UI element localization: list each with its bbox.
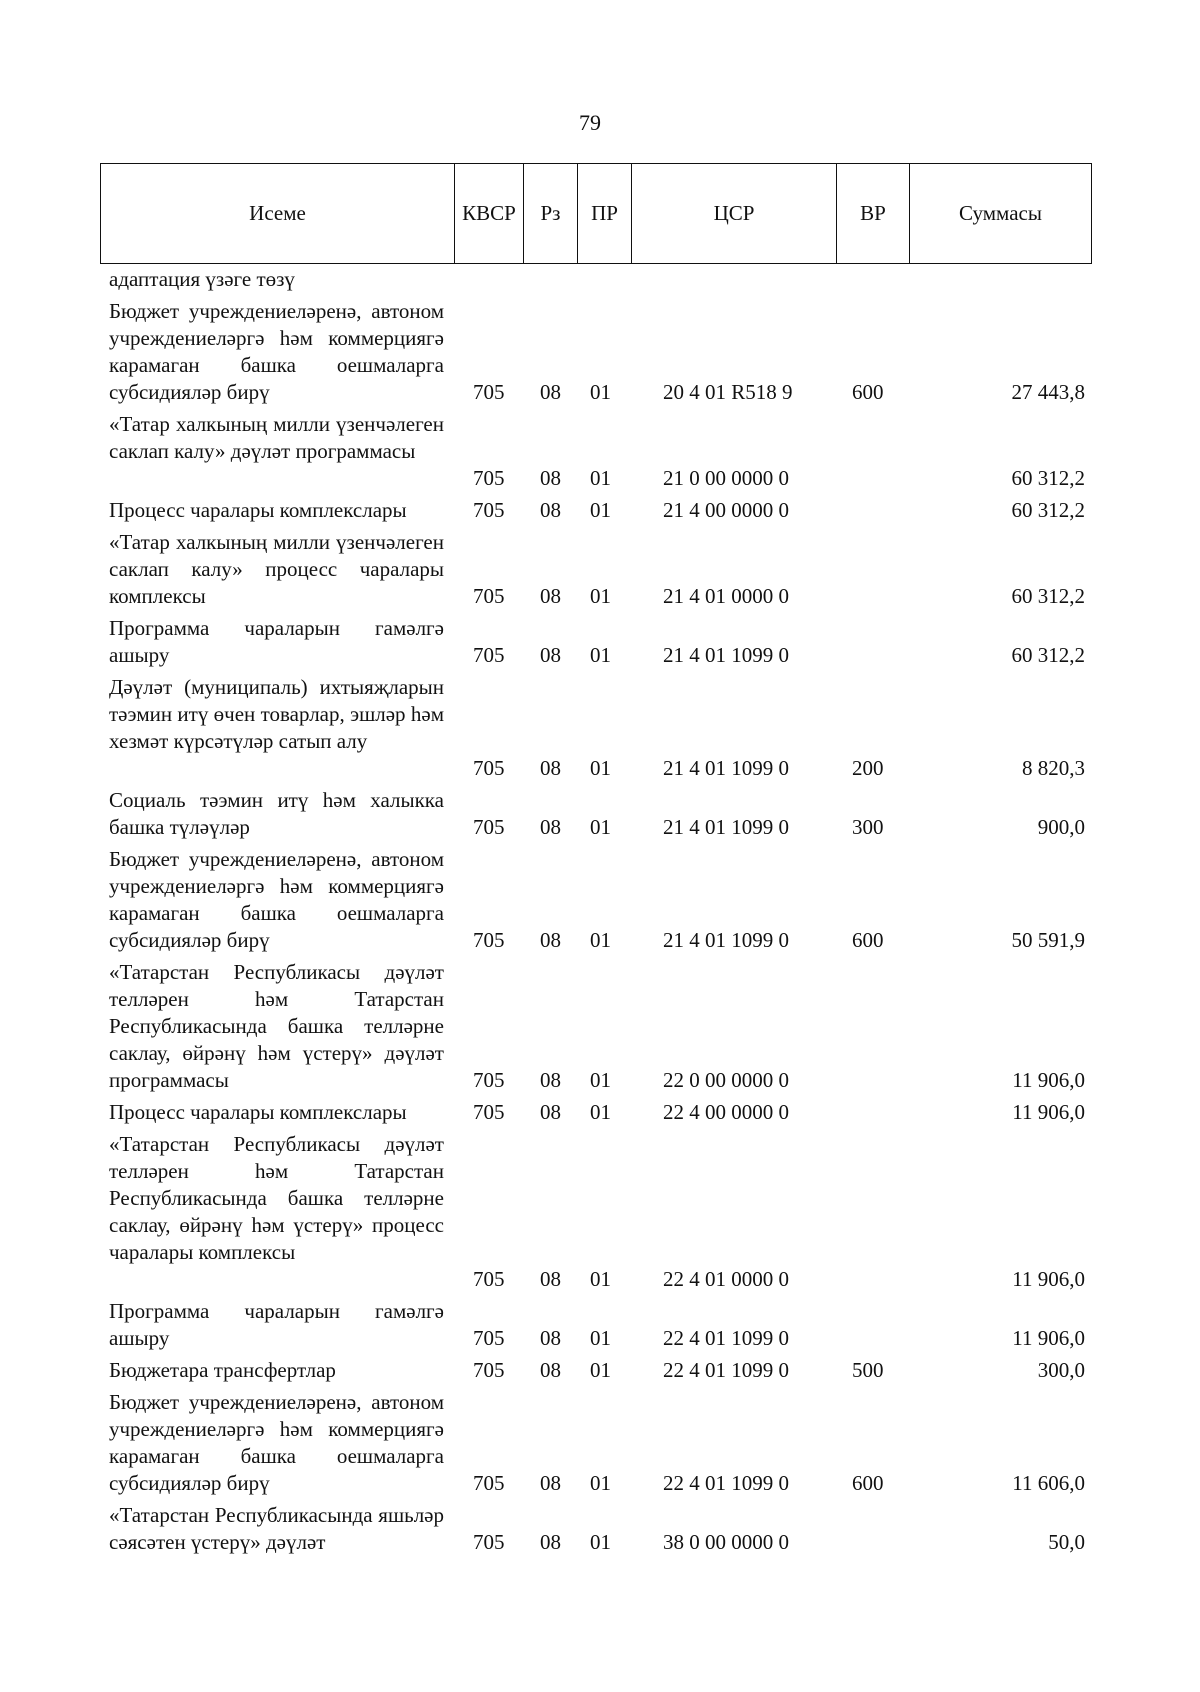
row-name: «Татар халкының милли үзенчәлеген саклап калу» дәүләт программасы [109, 412, 444, 463]
row-kvsr: 705 [473, 643, 505, 667]
table-row [0, 298, 1200, 406]
row-csr: 38 0 00 0000 0 [663, 1530, 789, 1554]
row-name: Программа чараларын гамәлгә ашыру [109, 616, 444, 667]
row-kvsr: 705 [473, 815, 505, 839]
row-rz: 08 [540, 1100, 561, 1124]
row-vr: 300 [852, 815, 884, 839]
row-kvsr: 705 [473, 1358, 505, 1382]
row-rz: 08 [540, 1267, 561, 1291]
row-kvsr: 705 [473, 380, 505, 404]
row-sum: 8 820,3 [1022, 756, 1085, 780]
row-sum: 60 312,2 [1011, 498, 1085, 522]
table-header [100, 163, 1092, 264]
row-sum: 11 906,0 [1012, 1326, 1085, 1350]
row-rz: 08 [540, 1068, 561, 1092]
table-row [0, 846, 1200, 954]
row-csr: 20 4 01 R518 9 [663, 380, 793, 404]
row-csr: 21 4 01 1099 0 [663, 928, 789, 952]
row-rz: 08 [540, 380, 561, 404]
row-csr: 21 4 01 1099 0 [663, 756, 789, 780]
row-name: Бюджетара трансфертлар [109, 1358, 336, 1382]
row-sum: 900,0 [1037, 815, 1085, 839]
row-vr: 200 [852, 756, 884, 780]
row-rz: 08 [540, 1530, 561, 1554]
header-name: Исеме [101, 164, 455, 263]
table-row [0, 1357, 1200, 1384]
row-csr: 22 4 00 0000 0 [663, 1100, 789, 1124]
row-sum: 11 906,0 [1012, 1100, 1085, 1124]
row-sum: 60 312,2 [1011, 584, 1085, 608]
table-row [0, 411, 1200, 492]
row-sum: 50,0 [1048, 1530, 1085, 1554]
row-name: Бюджет учреждениеләренә, автоном учреждениеләргә һәм коммерциягә карамаган башка оешмаларга субсидияләр бирү [109, 299, 444, 404]
table-row [0, 1389, 1200, 1497]
row-kvsr: 705 [473, 1326, 505, 1350]
row-name: Процесс чаралары комплекслары [109, 1100, 407, 1124]
table-row [0, 959, 1200, 1094]
row-name: Бюджет учреждениеләренә, автоном учреждениеләргә һәм коммерциягә карамаган башка оешмаларга субсидияләр бирү [109, 847, 444, 952]
row-rz: 08 [540, 756, 561, 780]
row-vr: 600 [852, 928, 884, 952]
row-name: Социаль тәэмин итү һәм халыкка башка түләүләр [109, 788, 444, 839]
row-vr: 600 [852, 1471, 884, 1495]
row-pr: 01 [590, 928, 611, 952]
row-pr: 01 [590, 756, 611, 780]
row-csr: 22 4 01 1099 0 [663, 1358, 789, 1382]
row-csr: 21 0 00 0000 0 [663, 466, 789, 490]
row-kvsr: 705 [473, 1471, 505, 1495]
header-pr: ПР [578, 164, 632, 263]
row-pr: 01 [590, 584, 611, 608]
row-csr: 21 4 00 0000 0 [663, 498, 789, 522]
table-row [0, 1099, 1200, 1126]
row-pr: 01 [590, 1326, 611, 1350]
page-number: 79 [579, 110, 601, 135]
header-rz: Рз [524, 164, 578, 263]
row-kvsr: 705 [473, 1267, 505, 1291]
row-pr: 01 [590, 380, 611, 404]
header-kvsr: КВСР [455, 164, 524, 263]
row-vr: 500 [852, 1358, 884, 1382]
row-sum: 27 443,8 [1011, 380, 1085, 404]
header-csr: ЦСР [632, 164, 837, 263]
row-rz: 08 [540, 584, 561, 608]
row-name: адаптация үзәге төзү [109, 267, 295, 291]
row-sum: 50 591,9 [1011, 928, 1085, 952]
row-rz: 08 [540, 928, 561, 952]
row-sum: 11 906,0 [1012, 1267, 1085, 1291]
row-kvsr: 705 [473, 498, 505, 522]
row-rz: 08 [540, 643, 561, 667]
row-name: «Татар халкының милли үзенчәлеген саклап калу» процесс чаралары комплексы [109, 530, 444, 608]
row-sum: 11 606,0 [1012, 1471, 1085, 1495]
row-csr: 22 4 01 0000 0 [663, 1267, 789, 1291]
row-sum: 11 906,0 [1012, 1068, 1085, 1092]
table-row [0, 497, 1200, 524]
row-name: Программа чараларын гамәлгә ашыру [109, 1299, 444, 1350]
row-kvsr: 705 [473, 1068, 505, 1092]
row-name: «Татарстан Республикасында яшьләр сәясәтен үстерү» дәүләт [109, 1503, 444, 1554]
row-kvsr: 705 [473, 1100, 505, 1124]
table-row [0, 266, 1200, 293]
header-sum: Суммасы [959, 201, 1042, 225]
row-name: «Татарстан Республикасы дәүләт телләрен һәм Татарстан Республикасында башка телләрне саклау, өйрәнү һәм үстерү» дәүләт программасы [109, 960, 444, 1092]
header-vr: ВР [837, 164, 910, 263]
row-kvsr: 705 [473, 756, 505, 780]
row-rz: 08 [540, 466, 561, 490]
row-csr: 21 4 01 1099 0 [663, 815, 789, 839]
row-pr: 01 [590, 1068, 611, 1092]
table-row [0, 1131, 1200, 1293]
row-pr: 01 [590, 643, 611, 667]
row-name: Бюджет учреждениеләренә, автоном учреждениеләргә һәм коммерциягә карамаган башка оешмаларга субсидияләр бирү [109, 1390, 444, 1495]
table-row [0, 1502, 1200, 1556]
row-sum: 60 312,2 [1011, 466, 1085, 490]
row-csr: 22 4 01 1099 0 [663, 1326, 789, 1350]
row-rz: 08 [540, 1471, 561, 1495]
row-sum: 60 312,2 [1011, 643, 1085, 667]
row-csr: 21 4 01 1099 0 [663, 643, 789, 667]
row-pr: 01 [590, 1100, 611, 1124]
row-csr: 22 0 00 0000 0 [663, 1068, 789, 1092]
row-kvsr: 705 [473, 1530, 505, 1554]
row-rz: 08 [540, 815, 561, 839]
row-rz: 08 [540, 1358, 561, 1382]
row-sum: 300,0 [1037, 1358, 1085, 1382]
row-pr: 01 [590, 815, 611, 839]
row-name: «Татарстан Республикасы дәүләт телләрен һәм Татарстан Республикасында башка телләрне саклау, өйрәнү һәм үстерү» процесс чаралары комплексы [109, 1132, 444, 1264]
row-kvsr: 705 [473, 584, 505, 608]
row-rz: 08 [540, 1326, 561, 1350]
row-rz: 08 [540, 498, 561, 522]
row-name: Дәүләт (муниципаль) ихтыяҗларын тәэмин итү өчен товарлар, эшләр һәм хезмәт күрсәтүләр сатып алу [109, 675, 444, 753]
table-row [0, 787, 1200, 841]
table-row [0, 529, 1200, 610]
row-pr: 01 [590, 498, 611, 522]
row-vr: 600 [852, 380, 884, 404]
row-csr: 22 4 01 1099 0 [663, 1471, 789, 1495]
table-row [0, 674, 1200, 782]
row-kvsr: 705 [473, 928, 505, 952]
row-csr: 21 4 01 0000 0 [663, 584, 789, 608]
row-pr: 01 [590, 1530, 611, 1554]
row-pr: 01 [590, 1267, 611, 1291]
table-row [0, 615, 1200, 669]
table-row [0, 1298, 1200, 1352]
row-name: Процесс чаралары комплекслары [109, 498, 407, 522]
row-pr: 01 [590, 1358, 611, 1382]
row-kvsr: 705 [473, 466, 505, 490]
row-pr: 01 [590, 1471, 611, 1495]
row-pr: 01 [590, 466, 611, 490]
